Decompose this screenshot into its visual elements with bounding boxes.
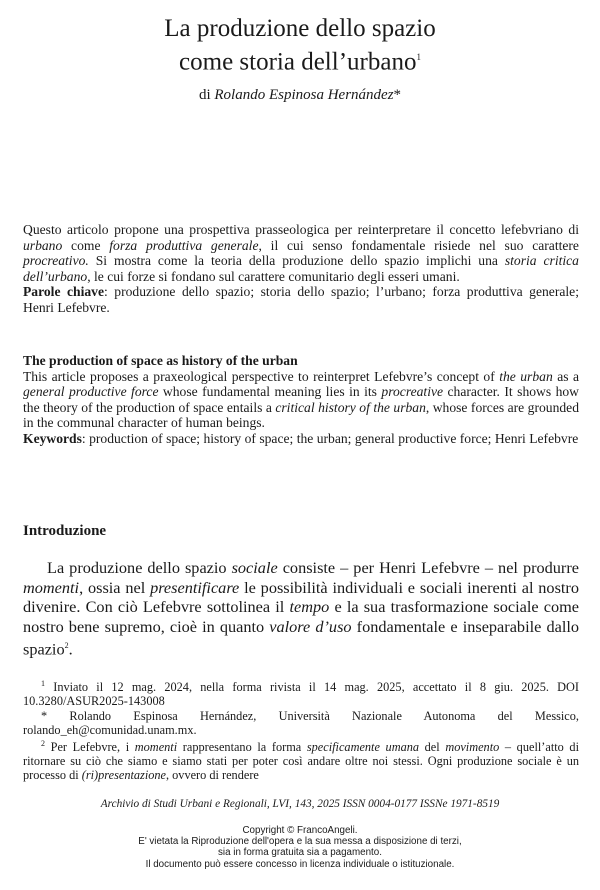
article-title xyxy=(0,14,600,76)
title-footnote-mark[interactable]: 1 xyxy=(416,52,421,62)
footnote-1: $^1$ Inviato il 12 mag. 2024, nella forma rivista il 14 mag. 2025, accettato il 8 giu. 2025. DOI 10.3280/ASUR2025-143008 xyxy=(23,679,579,709)
copyright-line-1: Copyright © FrancoAngeli. xyxy=(242,825,358,836)
journal-citation: Archivio di Studi Urbani e Regionali, LVI, 143, 2025 ISSN 0004-0177 ISSNe 1971-8519 xyxy=(100,798,500,810)
abstract-english-text: This article proposes a praxeological perspective to reinterpret Lefebvre’s concept of the urban as a general productive force whose fundamental meaning lies in its procreative character. It shows how the theory of the production of space entails a critical history of the urban, whose forces are grounded in the communal character of human beings. xyxy=(23,368,580,431)
abstract-italian xyxy=(23,222,579,316)
abstract-english-title: The production of space as history of the urban xyxy=(23,353,298,368)
title-line-1: La produzione dello spazio xyxy=(164,15,436,42)
abstract-english xyxy=(23,353,579,447)
copyright-line-2: E' vietata la Riproduzione dell'opera e la sua messa a disposizione di terzi, xyxy=(138,836,462,848)
footnotes xyxy=(23,677,579,783)
keywords-english: Keywords: production of space; history of space; the urban; general productive force; Henri Lefebvre xyxy=(23,430,579,446)
copyright-line-4: Il documento può essere concesso in licenza individuale o istituzionale. xyxy=(145,858,455,870)
abstract-italian-text: Questo articolo propone una prospettiva prasseologica per reinterpretare il concetto lefebvriano di urbano come forza produttiva generale, il cui senso fondamentale risiede nel suo carattere procreativo. Si mostra come la teoria della produzione dello spazio implichi una storia critica dell’urbano, le cui forze si fondano sul carattere comunitario degli esseri umani. xyxy=(23,222,579,284)
author-name: Rolando Espinosa Hernández xyxy=(214,87,394,103)
copyright-notice xyxy=(0,825,600,870)
keywords-italian: Parole chiave: produzione dello spazio; storia dello spazio; l’urbano; forza produttiva generale; Henri Lefebvre. xyxy=(23,284,579,315)
footnote-author: * Rolando Espinosa Hernández, Università Nazionale Autonoma del Messico, rolando_eh@comunidad.unam.mx. xyxy=(23,708,579,737)
intro-paragraph: La produzione dello spazio sociale consiste – per Henri Lefebvre – nel produrre momenti, ossia nel presentificare le possibilità individuali e sociali inerenti al nostro divenire. Con ciò Lefebvre sottolinea il tempo e la sua trasformazione sociale come nostro bene supremo, cioè in quanto valore d’uso fondamentale e inseparabile dallo spazio$^2$. xyxy=(23,558,580,659)
section-heading-introduzione: Introduzione xyxy=(23,523,107,539)
byline xyxy=(0,87,600,104)
author-footnote-mark[interactable]: * xyxy=(393,87,402,103)
title-line-2: come storia dell’urbano xyxy=(179,48,417,76)
keywords-italian-label: Parole chiave xyxy=(23,284,104,300)
keywords-english-label: Keywords xyxy=(23,430,82,446)
intro-footnote-mark[interactable]: 2 xyxy=(64,641,69,650)
footnote-2: $^2$ Per Lefebvre, i momenti rappresentano la forma specificamente umana del movimento – quell’atto di ritornare su ciò che siamo e siamo stati per poter così andare oltre noi stessi. Ogni produzione sociale è un processo di (ri)presentazione, ovvero di rendere xyxy=(23,738,580,783)
byline-prefix: di xyxy=(198,87,211,103)
copyright-line-3: sia in forma gratuita sia a pagamento. xyxy=(218,847,382,859)
